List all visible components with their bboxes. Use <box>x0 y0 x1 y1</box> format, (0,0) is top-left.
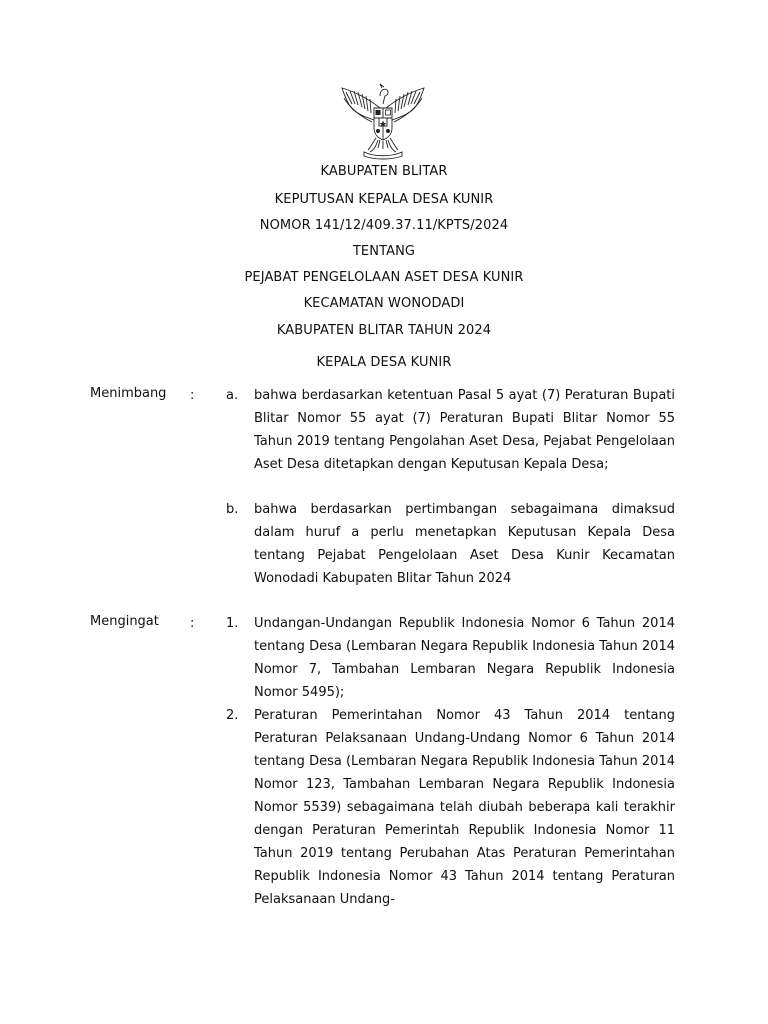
item-text: bahwa berdasarkan ketentuan Pasal 5 ayat (7) Peraturan Bupati Blitar Nomor 55 ayat (7) Peraturan Bupati Blitar Nomor 55 Tahun 2019 tentang Pengolahan Aset Desa, Pejabat Pengelolaan Aset Desa ditetapkan dengan Keputusan Kepala Desa; <box>254 388 675 472</box>
mengingat-item-2 <box>226 708 676 944</box>
regency-heading: KABUPATEN BLITAR <box>320 164 448 179</box>
subject-line-3: KABUPATEN BLITAR TAHUN 2024 <box>276 323 492 338</box>
item-text: Undangan-Undangan Republik Indonesia Nomor 6 Tahun 2014 tentang Desa (Lembaran Negara Republik Indonesia Tahun 2014 Nomor 7, Tambahan Lembaran Negara Republik Indonesia Nomor 5495); <box>254 616 675 700</box>
menimbang-colon: : <box>190 388 195 403</box>
item-text: bahwa berdasarkan pertimbangan sebagaimana dimaksud dalam huruf a perlu menetapkan Keputusan Kepala Desa tentang Pejabat Pengelolaan Aset Desa Kunir Kecamatan Wonodadi Kabupaten Blitar Tahun 2024 <box>254 502 675 586</box>
subject-line-2: KECAMATAN WONODADI <box>303 296 465 311</box>
menimbang-item-a <box>226 388 676 498</box>
mengingat-label: Mengingat <box>90 614 159 629</box>
subject-line-1: PEJABAT PENGELOLAAN ASET DESA KUNIR <box>244 270 524 285</box>
item-marker: a. <box>226 388 239 403</box>
mengingat-item-1 <box>226 616 676 706</box>
item-marker: 2. <box>226 708 239 723</box>
item-marker: 1. <box>226 616 239 631</box>
menimbang-item-b <box>226 502 676 614</box>
mengingat-section <box>90 616 676 946</box>
decree-number: NOMOR 141/12/409.37.11/KPTS/2024 <box>259 218 509 233</box>
garuda-emblem-icon <box>336 78 430 160</box>
menimbang-label: Menimbang <box>90 386 167 401</box>
decree-title: KEPUTUSAN KEPALA DESA KUNIR <box>274 192 494 207</box>
issuer-heading: KEPALA DESA KUNIR <box>316 355 452 370</box>
item-marker: b. <box>226 502 239 517</box>
menimbang-section <box>90 388 676 616</box>
mengingat-colon: : <box>190 616 195 631</box>
item-text: Peraturan Pemerintahan Nomor 43 Tahun 2014 tentang Peraturan Pelaksanaan Undang-Undang Nomor 6 Tahun 2014 tentang Desa (Lembaran Negara Republik Indonesia Tahun 2014 Nomor 123, Tambahan Lembaran Negara Republik Indonesia Nomor 5539) sebagaimana telah diubah beberapa kali terakhir dengan Peraturan Pemerintah Republik Indonesia Nomor 11 Tahun 2019 tentang Perubahan Atas Peraturan Pemerintahan Republik Indonesia Nomor 43 Tahun 2014 tentang Peraturan Pelaksanaan Undang- <box>254 708 675 907</box>
about-heading: TENTANG <box>352 244 416 259</box>
